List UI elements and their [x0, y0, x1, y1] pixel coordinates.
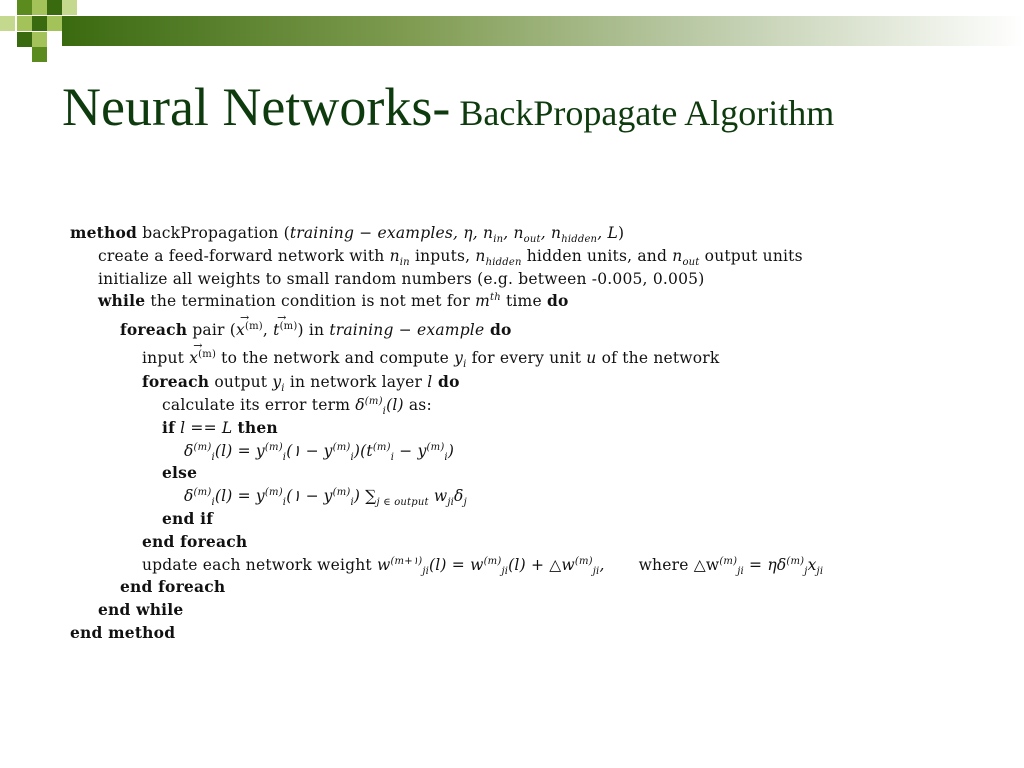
deco-square	[17, 32, 32, 47]
text: ,	[262, 321, 274, 340]
keyword: end while	[98, 600, 184, 620]
algo-line-delta-output	[70, 440, 1000, 463]
keyword: method	[70, 223, 138, 242]
superscript: (m)	[364, 395, 383, 407]
text: where △w	[638, 555, 720, 574]
math: (l) = w	[429, 555, 484, 574]
deco-square	[47, 0, 62, 15]
text: in network layer	[284, 373, 428, 392]
subscript: j	[463, 497, 467, 509]
keyword: if	[162, 417, 175, 437]
deco-square	[0, 16, 15, 31]
superscript: (m)	[198, 349, 217, 361]
deco-square	[17, 16, 32, 31]
superscript: (m)	[719, 555, 738, 567]
subscript: ji	[447, 497, 455, 509]
superscript: (m+١)	[390, 555, 423, 567]
math: − y	[394, 441, 427, 460]
math: )(t	[353, 441, 373, 460]
subscript: hidden	[561, 234, 598, 246]
vector-x: → x	[189, 342, 198, 374]
superscript: (m)	[786, 555, 805, 567]
math: m	[475, 292, 490, 311]
math: δ	[454, 487, 464, 506]
superscript: (m)	[279, 321, 298, 333]
math: n	[672, 246, 683, 265]
algo-line-end-method	[70, 622, 1000, 645]
math: l == L	[174, 418, 238, 437]
superscript: (m)	[372, 441, 391, 453]
subscript: out	[523, 234, 541, 246]
text: backPropagation (	[137, 224, 290, 242]
math: ,	[599, 555, 605, 574]
deco-square	[32, 0, 47, 15]
deco-square	[32, 32, 47, 47]
keyword: end foreach	[142, 531, 248, 551]
text: create a feed-forward network with	[98, 246, 390, 265]
text: to the network and compute	[216, 349, 455, 368]
math: (١ − y	[286, 487, 333, 506]
text: )	[617, 224, 625, 242]
math: )	[447, 441, 455, 460]
subscript: i	[211, 451, 215, 463]
subscript: ji	[592, 565, 600, 577]
math: , L	[597, 224, 618, 242]
keyword: end if	[162, 508, 214, 528]
keyword: else	[162, 463, 198, 483]
math: training − example	[329, 321, 485, 340]
math: n	[389, 246, 400, 265]
text: the termination condition is not met for	[145, 292, 476, 311]
text: ) in	[297, 321, 330, 340]
keyword: do	[484, 320, 512, 340]
superscript: (m)	[244, 321, 263, 333]
subscript: j	[804, 565, 808, 577]
subscript: i	[382, 406, 387, 418]
algo-line-update	[70, 554, 1000, 577]
deco-square	[32, 47, 47, 62]
subscript: i	[350, 497, 354, 509]
algo-line-while	[70, 290, 1000, 313]
subscript: ji	[816, 565, 824, 577]
algo-line-foreach-output	[70, 371, 1000, 394]
sum-symbol: ∑	[365, 487, 377, 506]
math: u	[586, 349, 597, 368]
math: w	[376, 555, 391, 574]
subscript: in	[399, 256, 410, 268]
superscript: (m)	[332, 441, 351, 453]
math: (l)	[386, 395, 404, 414]
algo-line-end-while	[70, 599, 1000, 622]
keyword: foreach	[120, 320, 188, 340]
vector-x: → x	[236, 313, 245, 347]
keyword: end method	[70, 622, 176, 642]
superscript: (m)	[426, 441, 445, 453]
subscript: i	[350, 451, 354, 463]
keyword: do	[546, 291, 569, 311]
text: hidden units, and	[521, 246, 673, 265]
superscript: (m)	[193, 487, 212, 499]
superscript: (m)	[264, 441, 283, 453]
math: training − examples, η, n	[289, 224, 494, 242]
math: x	[807, 555, 817, 574]
subscript: ji	[501, 565, 509, 577]
text: time	[500, 292, 547, 311]
superscript: (m)	[193, 441, 212, 453]
text: calculate its error term	[162, 395, 356, 414]
algo-line-end-foreach-inner	[70, 531, 1000, 554]
deco-square	[62, 0, 77, 15]
algo-line-create	[70, 245, 1000, 268]
subscript: out	[682, 256, 700, 268]
keyword: do	[432, 372, 460, 392]
math: , n	[540, 224, 562, 242]
subscript: i	[281, 383, 285, 395]
math: (l) = y	[214, 441, 265, 460]
math: (l) + △w	[508, 555, 575, 574]
algo-line-initialize	[70, 268, 1000, 291]
subscript: i	[282, 497, 287, 509]
math: (l) = y	[214, 487, 265, 506]
keyword: foreach	[142, 372, 210, 392]
subscript: i	[211, 497, 215, 509]
text: of the network	[596, 349, 720, 368]
header-decoration	[0, 0, 1024, 62]
text: for every unit	[466, 349, 587, 368]
subscript: i	[390, 451, 395, 463]
deco-gradient-bar	[62, 16, 1024, 46]
keyword: end foreach	[120, 577, 226, 597]
math: δ	[184, 487, 194, 506]
algorithm-block	[70, 222, 1000, 645]
keyword: while	[98, 291, 146, 311]
math: (١ − y	[286, 441, 333, 460]
subscript: in	[493, 234, 504, 246]
slide-title	[62, 76, 834, 138]
text: input	[142, 349, 190, 368]
subscript: j ∈ output	[376, 497, 429, 509]
subscript: ji	[737, 565, 744, 577]
text: pair (	[187, 321, 237, 340]
math: δ	[355, 395, 365, 414]
algo-line-method	[70, 222, 1000, 245]
algo-line-foreach-pair	[70, 313, 1000, 342]
text: as:	[403, 395, 432, 414]
algo-line-end-if	[70, 508, 1000, 531]
text: initialize all weights to small random numbers (e.g. between -0.005, 0.005)	[98, 269, 705, 288]
superscript: (m)	[574, 555, 593, 567]
slide-title-sub: BackPropagate Algorithm	[450, 93, 835, 133]
algo-line-delta-hidden	[70, 485, 1000, 508]
slide-title-main: Neural Networks-	[62, 77, 451, 137]
math: n	[475, 246, 486, 265]
math: y	[272, 373, 282, 392]
math: l	[427, 373, 433, 392]
subscript: ji	[422, 565, 430, 577]
math: w	[428, 487, 448, 506]
superscript: th	[489, 292, 501, 304]
math: y	[454, 349, 464, 368]
deco-square	[47, 16, 62, 31]
superscript: (m)	[264, 487, 283, 499]
text: output	[209, 373, 273, 392]
text: update each network weight	[142, 555, 377, 574]
algo-line-if	[70, 417, 1000, 440]
subscript: i	[282, 451, 287, 463]
vector-t: → t	[273, 313, 279, 347]
subscript: i	[463, 359, 467, 371]
algo-line-else	[70, 462, 1000, 485]
keyword: then	[237, 417, 278, 437]
algo-line-input	[70, 342, 1000, 371]
subscript: i	[444, 451, 448, 463]
superscript: (m)	[332, 487, 351, 499]
math: δ	[184, 441, 194, 460]
deco-square	[32, 16, 47, 31]
text: output units	[699, 246, 803, 265]
math: , n	[503, 224, 524, 242]
superscript: (m)	[483, 555, 502, 567]
text: inputs,	[409, 246, 476, 265]
deco-square	[17, 0, 32, 15]
math: )	[353, 487, 366, 506]
math: = ηδ	[743, 555, 787, 574]
algo-line-end-foreach-outer	[70, 576, 1000, 599]
subscript: hidden	[485, 256, 522, 268]
algo-line-calculate	[70, 394, 1000, 417]
